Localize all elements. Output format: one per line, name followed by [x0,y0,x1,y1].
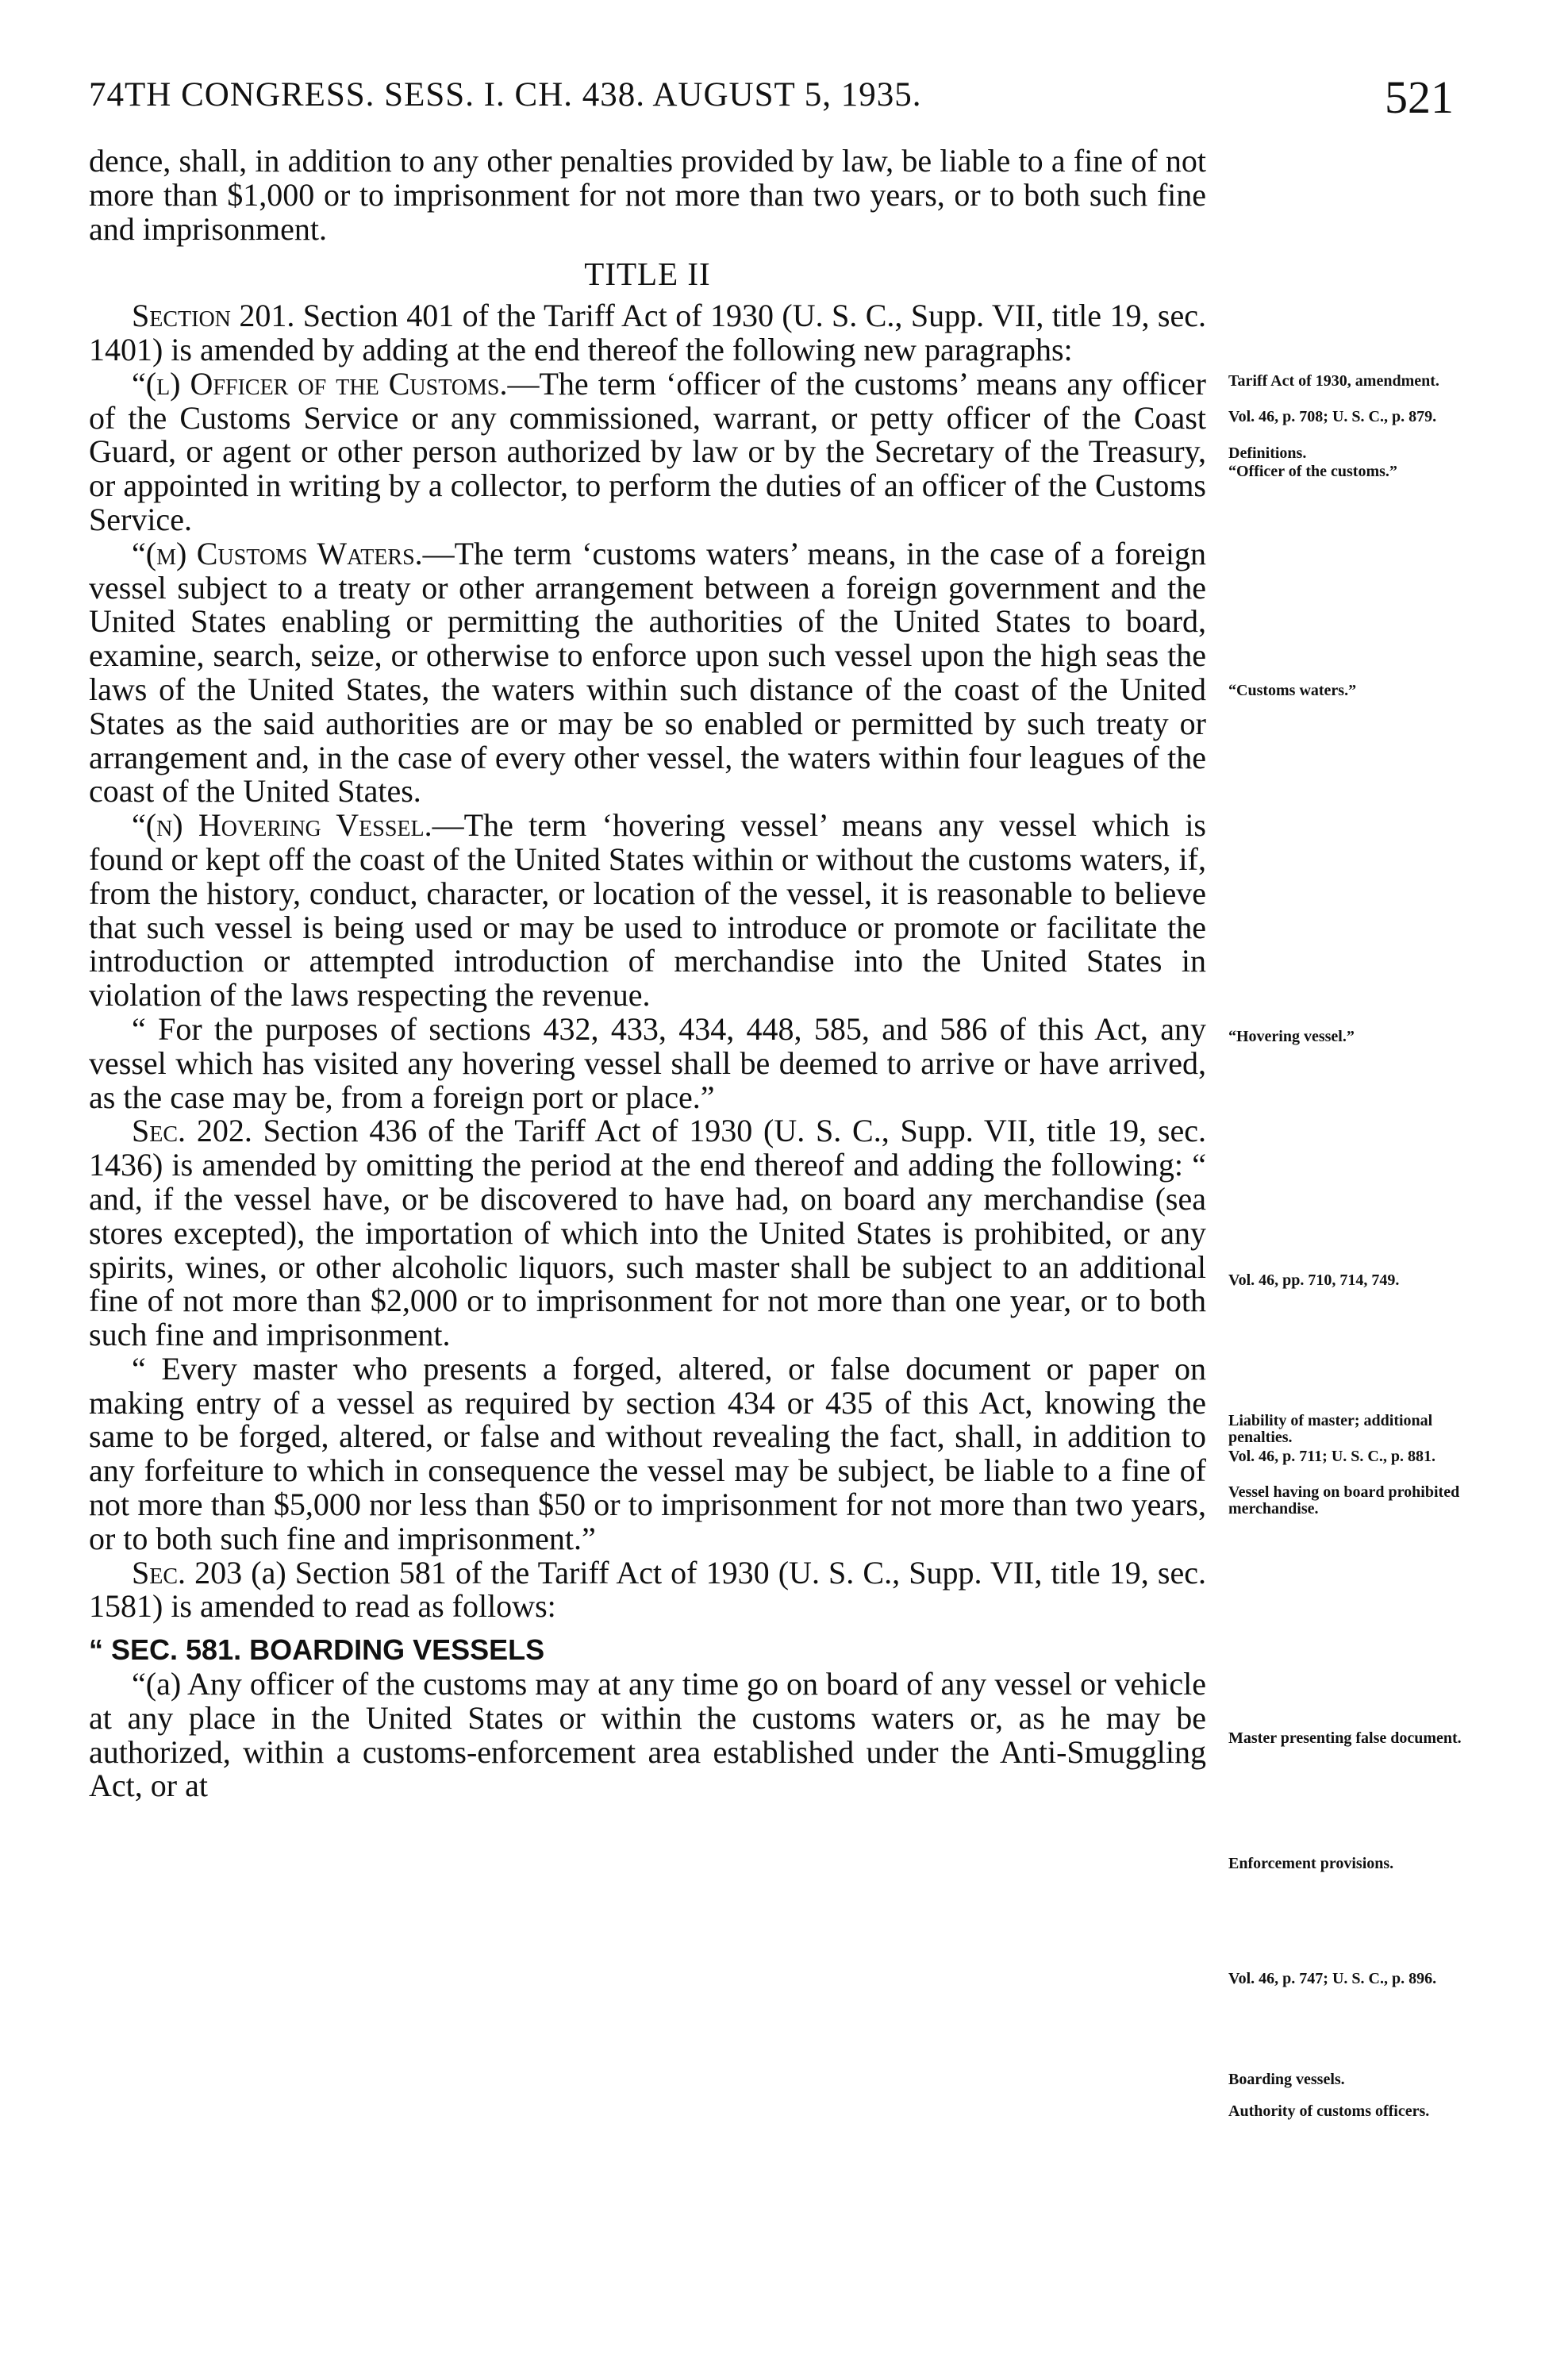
definition-l-text: —The term ‘officer of the customs’ means any officer of the Customs Service or any commissioned, warrant, or petty officer of the Coast Guard, or agent or other person authorized by law or by the Secretary of the Treasury, or appointed in writing by a collector, to perform the duties of an officer of the Customs Service. [89,365,1206,537]
section-203-paragraph [89,1556,1206,1625]
margin-notes [1228,0,1481,2358]
definition-m-heading: “(m) Customs Waters. [132,535,423,571]
continuation-paragraph: dence, shall, in addition to any other penalties provided by law, be liable to a fine of not more than $1,000 or to imprisonment for not more than two years, or to both such fine and imprisonment. [89,143,1206,247]
margin-note: “Officer of the customs.” [1228,463,1397,480]
margin-note: “Hovering vessel.” [1228,1028,1355,1045]
definition-l-heading: “(l) Officer of the Customs. [132,365,508,402]
definition-m-paragraph [89,537,1206,809]
every-master-paragraph: “ Every master who presents a forged, altered, or false document or paper on making entry of a vessel as required by section 434 or 435 of this Act, knowing the same to be forged, altered, or false and without revealing the fact, shall, in addition to any forfeiture to which in consequence the vessel may be subject, be liable to a fine of not more than $5,000 nor less than $50 or to imprisonment for not more than two years, or to both such fine and imprisonment.” [89,1350,1206,1556]
section-201-paragraph [89,299,1206,367]
margin-note: Boarding vessels. [1228,2071,1345,2088]
margin-note: Enforcement provisions. [1228,1855,1394,1872]
definition-m-text: —The term ‘customs waters’ means, in the case of a foreign vessel subject to a treaty or other arrangement between a foreign government and the United States enabling or permitting the authorities of the United States to board, examine, search, seize, or otherwise to enforce upon such vessel upon the high seas the laws of the United States, the waters within such distance of the coast of the United States as the said authorities are or may be so enabled or permitted by such treaty or arrangement and, in the case of every other vessel, the waters within four leagues of the coast of the United States. [89,535,1206,810]
title-heading: TITLE II [584,256,711,293]
definition-l-paragraph [89,367,1206,537]
margin-note: Vol. 46, p. 747; U. S. C., p. 896. [1228,1970,1437,1987]
running-title: 74TH CONGRESS. SESS. I. CH. 438. AUGUST 5, 1935. [89,76,922,113]
section-202-paragraph [89,1114,1206,1352]
margin-note: Tariff Act of 1930, amendment. [1228,372,1439,390]
definition-n-text: —The term ‘hovering vessel’ means any vessel which is found or kept off the coast of the United States within or without the customs waters, if, from the history, conduct, character, or location of the vessel, it is reasonable to believe that such vessel is being used or may be used to introduce or promote or facilitate the introduction or attempted introduction of merchandise into the United States in violation of the laws respecting the revenue. [89,807,1206,1014]
margin-note: Vol. 46, pp. 710, 714, 749. [1228,1271,1400,1289]
margin-note: Vol. 46, p. 708; U. S. C., p. 879. [1228,408,1437,425]
definition-n-paragraph [89,809,1206,1013]
subsection-a-paragraph: “(a) Any officer of the customs may at any time go on board of any vessel or vehicle at any place in the United States or within the customs waters or, as he may be authorized, within a customs-enforcement area established under the Anti-Smuggling Act, or at [89,1666,1206,1804]
section-202-label: Sec. 202. [132,1113,252,1149]
definition-n-heading: “(n) Hovering Vessel. [132,807,432,844]
margin-note: Vol. 46, p. 711; U. S. C., p. 881. [1228,1448,1435,1465]
main-text [89,144,1206,1803]
section-201-text: Section 401 of the Tariff Act of 1930 (U. S. C., Supp. VII, title 19, sec. 1401) is amended by adding at the end thereof the following new paragraphs: [89,298,1206,367]
section-202-text: Section 436 of the Tariff Act of 1930 (U. S. C., Supp. VII, title 19, sec. 1436) is amended by omitting the period at the end thereof and adding the following: “ and, if the vessel have, or be discovered to have had, on board any merchandise (sea stores excepted), the importation of which into the United States is prohibited, or any spirits, wines, or other alcoholic liquors, such master shall be subject to an additional fine of not more than $2,000 or to imprisonment for not more than one year, or to both such fine and imprisonment. [89,1113,1206,1353]
margin-note: Master presenting false document. [1228,1729,1462,1747]
margin-note: Liability of master; additional penalties. [1228,1412,1433,1446]
margin-note: Vessel having on board prohibited merchandise. [1228,1483,1460,1518]
section-201-label: Section 201. [132,298,295,334]
margin-note: “Customs waters.” [1228,682,1357,699]
section-581-heading: “ SEC. 581. BOARDING VESSELS [89,1633,545,1667]
purposes-paragraph: “ For the purposes of sections 432, 433, 434, 448, 585, and 586 of this Act, any vessel which has visited any hovering vessel shall be deemed to arrive or have arrived, as the case may be, from a foreign port or place.” [89,1010,1206,1115]
section-203-text: (a) Section 581 of the Tariff Act of 1930 (U. S. C., Supp. VII, title 19, sec. 1581) is amended to read as follows: [89,1554,1206,1625]
margin-note: Authority of customs officers. [1228,2102,1430,2120]
page-number: 521 [1385,71,1454,123]
margin-note: Definitions. [1228,444,1307,462]
section-203-label: Sec. 203 [132,1554,243,1591]
